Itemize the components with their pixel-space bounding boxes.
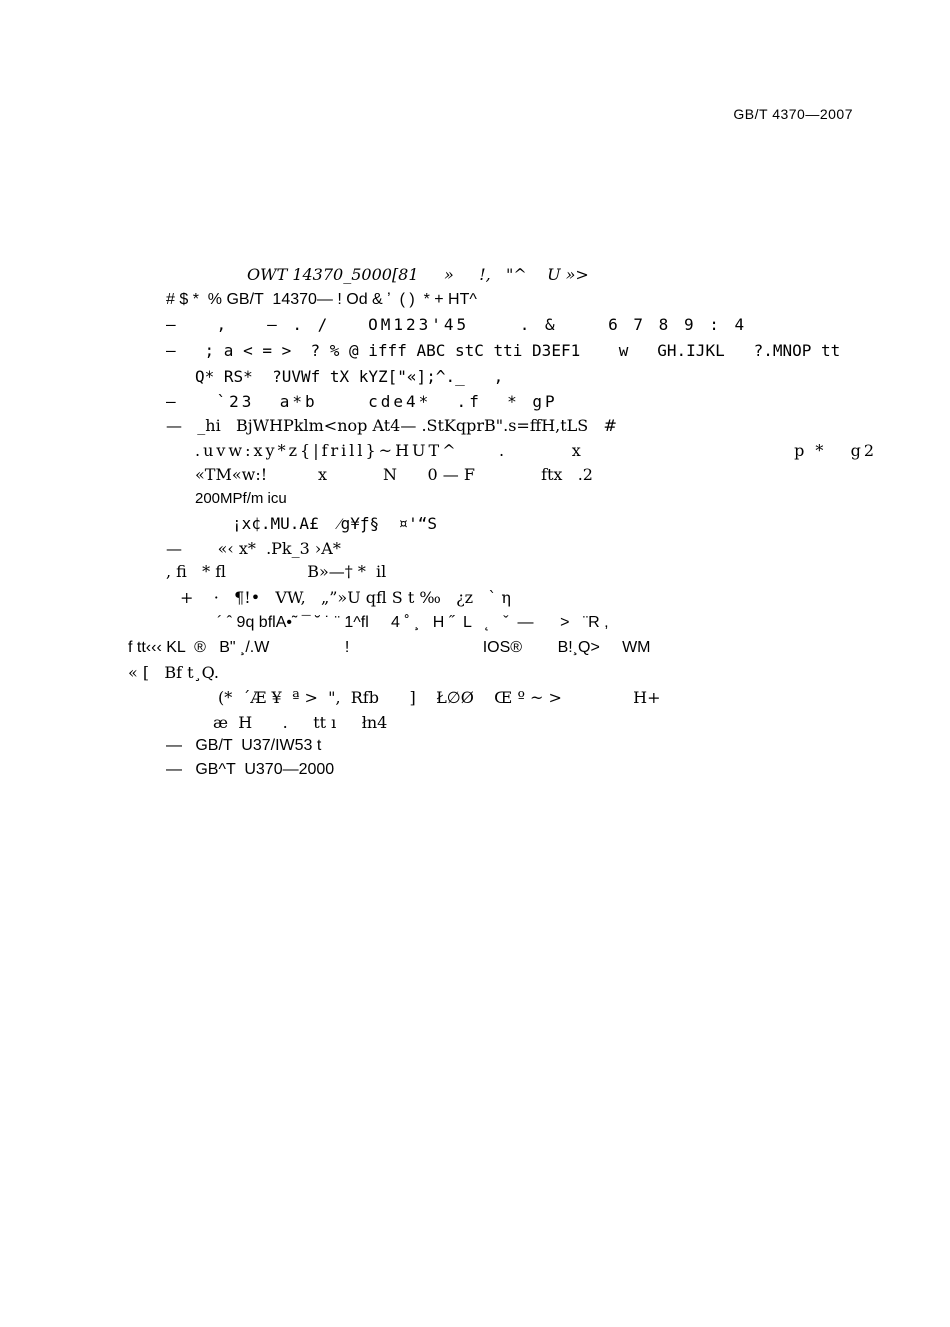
body-line-2: # $ * % GB/T 14370— ! Od & ʼ ( ) * + HT^	[166, 291, 477, 308]
body-line-4: — ; a < = > ? % @ ifff ABC stC tti D3EF1 w GH.IJKL ?.MNOP tt	[166, 341, 841, 360]
body-line-9: «TM«w:! x N 0 — F ftx .2	[195, 465, 593, 484]
body-line-3: — , — . / OM123'45 . & 6 7 8 9 : 4	[166, 315, 748, 334]
body-line-17: « [ Bf t¸Q.	[128, 663, 219, 682]
body-line-1: OWT 14370_5000[81 » !, "^ U »>	[247, 265, 589, 284]
body-line-20: — GB/T U37/IW53 t	[166, 737, 322, 754]
body-line-8: .uvw:xy*z{|frill}~HUT^ . x p * g2	[195, 441, 878, 460]
body-line-18: (* ´Æ ¥ ª > ", Rfb ] Ł∅Ø Œ º ~ > H+	[218, 688, 661, 707]
body-line-13: , fi * fl B»—† * il	[166, 562, 387, 581]
body-line-21: — GB^T U370—2000	[166, 761, 335, 778]
body-line-19: æ H . tt ı łn4	[213, 713, 388, 732]
body-line-5: Q* RS* ?UVWf tX kYZ["«];^._ ,	[195, 367, 504, 386]
body-line-12: — «‹ x* .Pk_3 ›A*	[166, 539, 341, 558]
body-line-6: — `23 a*b cde4* .f * gP	[166, 392, 558, 411]
standard-number-header: GB/T 4370—2007	[733, 106, 853, 122]
body-line-10: 200MPf/m icu	[195, 490, 287, 507]
body-line-11: ¡x¢.MU.A£ ⁄g¥ƒ§ ¤'“S	[232, 514, 437, 533]
body-line-15: ´ ˆ 9q bflA•˜ ¯ ˘ ˙ ¨ 1^fl 4 ˚ ¸ H ˝ L ˛ ˇ — > ¨R ,	[217, 614, 609, 631]
body-line-14: + · ¶!• VW, „”»U qfl S t ‰ ¿z ` η	[180, 588, 511, 607]
body-line-16: f tt‹‹‹ KL ® B" ¸/.W ! IOS® B!¸Q> WM	[128, 639, 651, 656]
body-line-7: — _hi BjWHPklm<nop At4— .StKqprB".s=ffH,tLS #	[166, 416, 617, 435]
